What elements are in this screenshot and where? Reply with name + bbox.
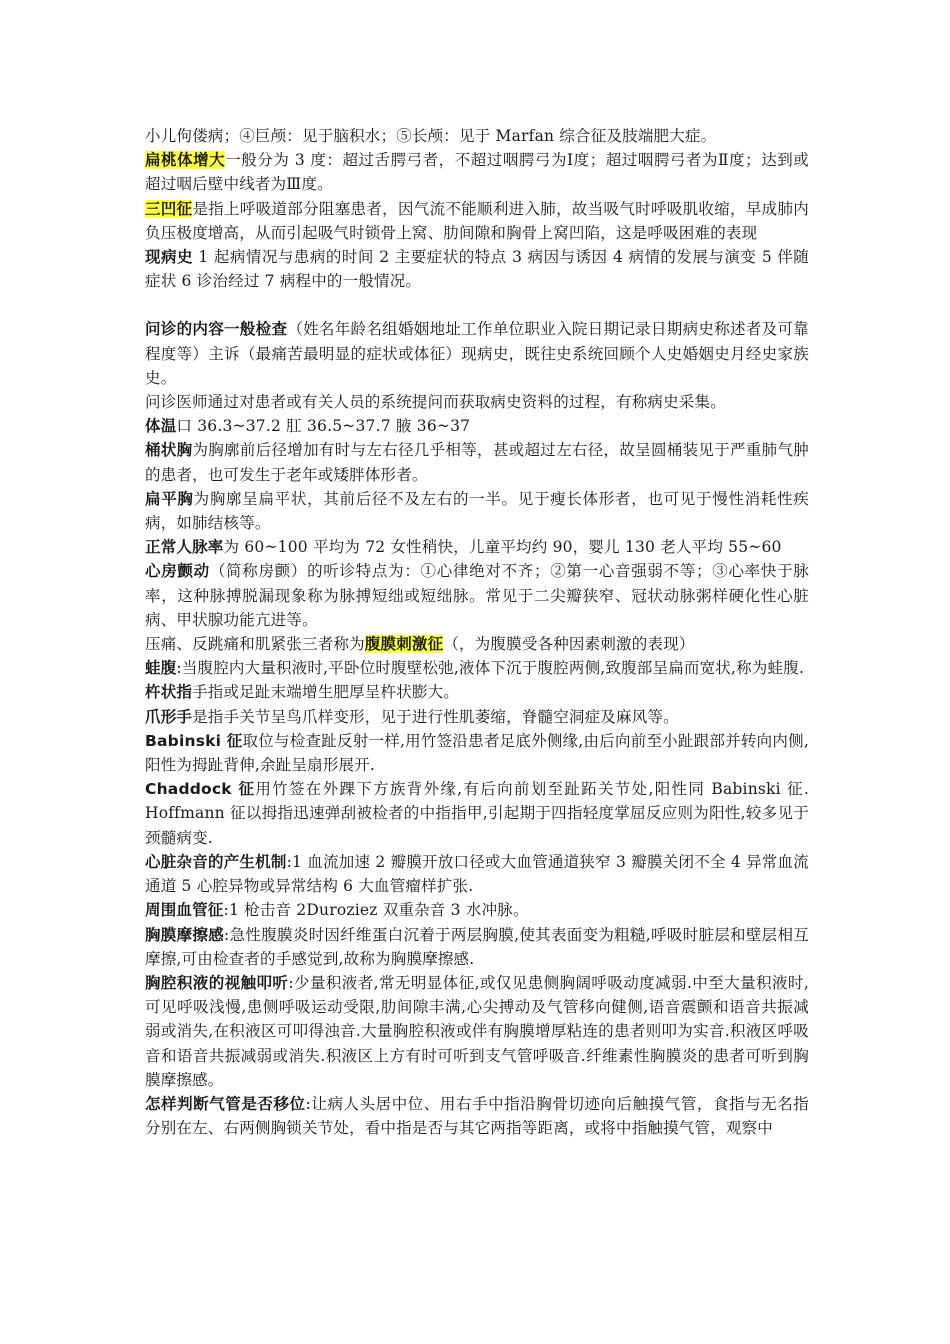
bold-term: 心房颤动 <box>145 562 210 581</box>
paragraph-text: （简称房颤）的听诊特点为：①心律绝对不齐；②第一心音强弱不等；③心率快于脉率，这种脉搏脱漏现象称为脉搏短绌或短绌脉。常见于二尖瓣狭窄、冠状动脉粥样硬化性心脏病、甲状腺功能亢进等。 <box>145 562 809 629</box>
paragraph-text: :急性腹膜炎时因纤维蛋白沉着于两层胸膜,使其表面变为粗糙,呼吸时脏层和壁层相互摩擦,可由检查者的手感觉到,故称为胸膜摩擦感. <box>145 925 809 968</box>
paragraph-text: :让病人头居中位、用右手中指沿胸骨切迹向后触摸气管，食指与无名指分别在左、右两侧胸锁关节处，看中指是否与其它两指等距离，或将中指触摸气管，观察中 <box>145 1094 809 1138</box>
paragraph-text: 为胸廓呈扁平状，其前后径不及左右的一半。见于瘦长体形者，也可见于慢性消耗性疾病，如肺结核等。 <box>145 489 809 533</box>
paragraph-frog-belly <box>145 656 809 680</box>
bold-term: 爪形手 <box>145 707 193 726</box>
paragraph-text: 压痛、反跳痛和肌紧张三者称为 <box>145 635 365 654</box>
paragraph-body-temperature <box>145 414 809 438</box>
paragraph-text: 手指或足趾末端增生肥厚呈杵状膨大。 <box>192 683 460 702</box>
paragraph-text: 口 36.3~37.2 肛 36.5~37.7 腋 36~37 <box>176 417 471 436</box>
paragraph-heart-murmur <box>145 850 809 898</box>
highlighted-term: 三凹征 <box>145 199 193 218</box>
paragraph-tonsil-enlargement <box>145 148 809 196</box>
paragraph-babinski-sign <box>145 729 809 777</box>
paragraph-text: 小儿佝偻病；④巨颅：见于脑积水；⑤长颅：见于 Marfan 综合征及肢端肥大症。 <box>145 127 717 145</box>
paragraph-text: 是指手关节呈鸟爪样变形，见于进行性肌萎缩，脊髓空洞症及麻风等。 <box>192 707 679 726</box>
paragraph-clubbed-finger <box>145 680 809 704</box>
highlighted-term: 扁桃体增大 <box>145 151 226 170</box>
bold-term: 问诊的内容一般检查 <box>145 320 288 339</box>
paragraph-peripheral-vascular-sign <box>145 898 809 922</box>
paragraph-present-illness <box>145 245 809 293</box>
paragraph-inquiry-content <box>145 317 809 390</box>
paragraph-text: 一般分为 3 度：超过舌腭弓者，不超过咽腭弓为Ⅰ度；超过咽腭弓者为Ⅱ度；达到或超过咽后壁中线者为Ⅲ度。 <box>145 151 809 194</box>
document-page <box>145 124 809 1140</box>
bold-term: Babinski 征 <box>145 731 243 750</box>
bold-term: 桶状胸 <box>145 441 193 460</box>
paragraph-history-taking <box>145 390 809 414</box>
paragraph-text: :少量积液者,常无明显体征,或仅见患侧胸阔呼吸动度减弱.中至大量积液时,可见呼吸浅慢,患侧呼吸运动受限,肋间隙丰满,心尖搏动及气管移向健侧,语音震颤和语音共振减弱或消失,在积液区可叩得浊音.大量胸腔积液或伴有胸膜增厚粘连的患者则叩为实音.积液区呼吸音和语音共振减弱或消失.积液区上方有时可听到支气管呼吸音.纤维素性胸膜炎的患者可听到胸膜摩擦感。 <box>145 973 809 1089</box>
paragraph-peritoneal-irritation <box>145 632 809 656</box>
paragraph-trachea-deviation <box>145 1092 809 1140</box>
paragraph-text: 用竹签在外踝下方族背外缘,有后向前划至趾跖关节处,阳性同 Babinski 征. Hoffmann 征以拇指迅速弹刮被检者的中指指甲,引起期于四指轻度掌屈反应则为阳性,较多见于颈髓病变. <box>145 780 809 847</box>
bold-term: 胸膜摩擦感 <box>145 925 225 944</box>
paragraph-barrel-chest <box>145 438 809 486</box>
bold-term: 蛙腹 <box>145 659 177 678</box>
bold-term: 心脏杂音的产生机制 <box>145 852 287 871</box>
paragraph-text: 为 60~100 平均为 72 女性稍快，儿童平均约 90，婴儿 130 老人平均 55~60 <box>223 538 782 557</box>
paragraph-three-concave-sign <box>145 197 809 245</box>
paragraph-text: 1 起病情况与患病的时间 2 主要症状的特点 3 病因与诱因 4 病情的发展与演变 5 伴随症状 6 诊治经过 7 病程中的一般情况。 <box>145 248 809 291</box>
paragraph-text: :当腹腔内大量积液时,平卧位时腹壁松弛,液体下沉于腹腔两侧,致腹部呈扁而宽状,称为蛙腹. <box>176 659 805 678</box>
paragraph-text: 是指上呼吸道部分阻塞患者，因气流不能顺利进入肺，故当吸气时呼吸肌收缩，早成肺内负压极度增高，从而引起吸气时锁骨上窝、肋间隙和胸骨上窝凹陷，这是呼吸困难的表现 <box>145 199 809 242</box>
paragraph-text: 为胸廓前后径增加有时与左右径几乎相等，甚或超过左右径，故呈圆桶装见于严重肺气肿的患者，也可发生于老年或矮胖体形者。 <box>145 441 809 484</box>
paragraph-text: 取位与检查趾反射一样,用竹签沿患者足底外侧缘,由后向前至小趾跟部并转向内侧,阳性为拇趾背伸,余趾呈扇形展开. <box>145 731 809 775</box>
blank-line <box>145 293 809 317</box>
paragraph-pleural-effusion <box>145 971 809 1092</box>
bold-term: Chaddock 征 <box>145 780 256 799</box>
bold-term: 体温 <box>145 417 177 436</box>
paragraph-text: :1 枪击音 2Duroziez 双重杂音 3 水冲脉。 <box>223 901 529 920</box>
bold-term: 扁平胸 <box>145 489 194 508</box>
paragraph-text: :1 血流加速 2 瓣膜开放口径或大血管通道狭窄 3 瓣膜关闭不全 4 异常血流通道 5 心腔异物或异常结构 6 大血管瘤样扩张. <box>145 852 809 896</box>
bold-term: 现病史 <box>145 248 193 267</box>
paragraph-pleural-friction <box>145 923 809 971</box>
paragraph-atrial-fibrillation <box>145 559 809 632</box>
paragraph-text: （，为腹膜受各种因素刺激的表现） <box>443 635 695 654</box>
bold-term: 正常人脉率 <box>145 538 224 557</box>
highlighted-term: 腹膜刺激征 <box>364 635 444 654</box>
bold-term: 杵状指 <box>145 683 193 702</box>
paragraph-skull-shape <box>145 124 809 148</box>
paragraph-chaddock-sign <box>145 777 809 850</box>
paragraph-flat-chest <box>145 487 809 535</box>
bold-term: 怎样判断气管是否移位 <box>145 1094 306 1113</box>
paragraph-claw-hand <box>145 705 809 729</box>
bold-term: 胸腔积液的视触叩听 <box>145 973 289 992</box>
paragraph-text: （姓名年龄名组婚姻地址工作单位职业入院日期记录日期病史称述者及可靠程度等）主诉（最痛苦最明显的症状或体征）现病史，既往史系统回顾个人史婚姻史月经史家族史。 <box>145 320 809 387</box>
paragraph-pulse-rate <box>145 535 809 559</box>
bold-term: 周围血管征 <box>145 901 224 920</box>
paragraph-text: 问诊医师通过对患者或有关人员的系统提问而获取病史资料的过程，有称病史采集。 <box>145 393 726 412</box>
